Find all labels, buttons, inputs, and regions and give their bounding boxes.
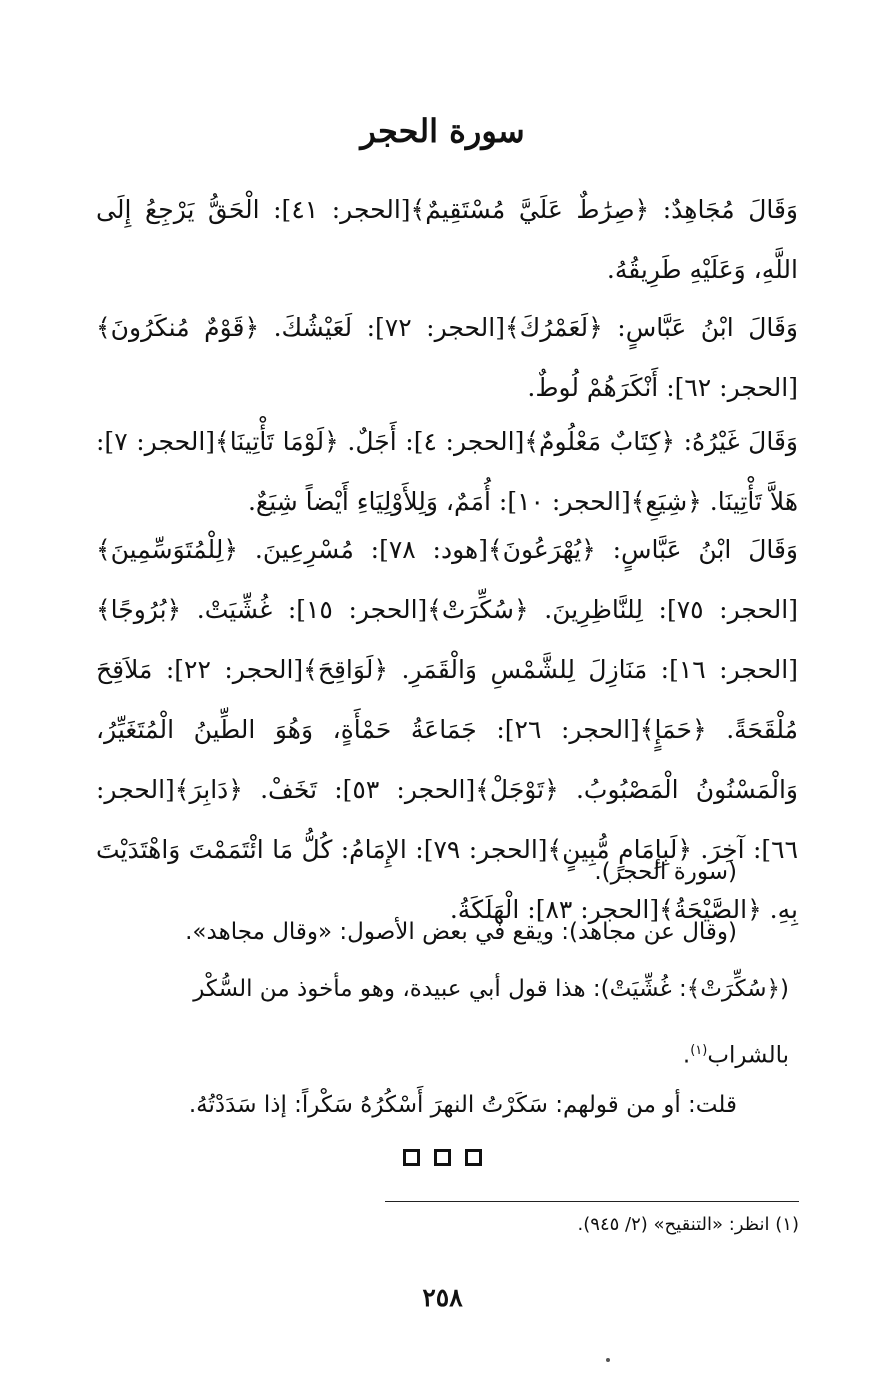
commentary-line-2: (وقال عن مجاهد): ويقع في بعض الأصول: «وقال مجاهد». — [185, 919, 737, 945]
footnote-reference: (١) — [690, 1043, 708, 1058]
scan-speck — [606, 1358, 610, 1362]
page-number: ٢٥٨ — [422, 1283, 463, 1312]
divider-square-icon — [403, 1149, 420, 1166]
divider-square-icon — [465, 1149, 482, 1166]
hadith-paragraph-1: وَقَالَ مُجَاهِدٌ: ﴿صِرَٰطٌ عَلَيَّ مُسْتَقِيمٌ﴾[الحجر: ٤١]: الْحَقُّ يَرْجِعُ إِلَى اللَّهِ، وَعَلَيْهِ طَرِيقُهُ. — [96, 195, 799, 284]
commentary-heading: (سورة الحجر). — [594, 859, 737, 885]
hadith-paragraph-4: وَقَالَ ابْنُ عَبَّاسٍ: ﴿يُهْرَعُونَ﴾[هود: ٧٨]: مُسْرِعِينَ. ﴿لِلْمُتَوَسِّمِينَ﴾[الحجر: ٧٥]: لِلنَّاظِرِينَ. ﴿سُكِّرَتْ﴾[الحجر: ١٥]: غُشِّيَتْ. ﴿بُرُوجًا﴾[الحجر: ١٦]: مَنَازِلَ لِلشَّمْسِ وَالْقَمَرِ. ﴿لَوَاقِحَ﴾[الحجر: ٢٢]: مَلاَقِحَ مُلْقَحَةً. ﴿حَمَإٍ﴾[الحجر: ٢٦]: جَمَاعَةُ حَمْأَةٍ، وَهُوَ الطِّينُ الْمُتَغَيِّرُ، وَالْمَسْنُونُ الْمَصْبُوبُ. ﴿تَوْجَلْ﴾[الحجر: ٥٣]: تَخَفْ. ﴿دَابِرَ﴾[الحجر: ٦٦]: آخِرَ. ﴿لَبِإِمَامٍ مُّبِينٍ﴾[الحجر: ٧٩]: الإِمَامُ: كُلُّ مَا ائْتَمَمْتَ وَاهْتَدَيْتَ بِهِ. ﴿الصَّيْحَةُ﴾[الحجر: ٨٣]: الْهَلَكَةُ. — [96, 535, 799, 924]
commentary-line-3-end: . — [682, 1042, 691, 1069]
section-divider — [0, 1149, 885, 1166]
hadith-paragraph-3: وَقَالَ غَيْرُهُ: ﴿كِتَابٌ مَعْلُومٌ﴾[الحجر: ٤]: أَجَلٌ. ﴿لَوْمَا تَأْتِينَا﴾[الحجر: ٧]: هَلاَّ تَأْتِينَا. ﴿شِيَعِ﴾[الحجر: ١٠]: أُمَمٌ، وَلِلأَوْلِيَاءِ أَيْضاً شِيَعٌ. — [96, 427, 798, 516]
commentary-line-3 — [96, 958, 789, 1087]
footnote-rule — [385, 1201, 799, 1202]
page-title: سورة الحجر — [360, 112, 525, 150]
hadith-paragraph-2: وَقَالَ ابْنُ عَبَّاسٍ: ﴿لَعَمْرُكَ﴾[الحجر: ٧٢]: لَعَيْشُكَ. ﴿قَوْمٌ مُنكَرُونَ﴾[الحجر: ٦٢]: أَنْكَرَهُمْ لُوطٌ. — [96, 313, 798, 402]
commentary-line-4: قلت: أو من قولهم: سَكَرْتُ النهرَ أَسْكُرُهُ سَكْراً: إذا سَدَدْتُهُ. — [188, 1092, 737, 1118]
footnote: (١) انظر: «التنقيح» (٢/ ٩٤٥). — [577, 1214, 799, 1235]
commentary-line-3-text: (﴿سُكِّرَتْ﴾: غُشِّيَتْ): هذا قول أبي عبيدة، وهو مأخوذ من السُّكْر بالشراب — [193, 976, 789, 1069]
divider-square-icon — [434, 1149, 451, 1166]
